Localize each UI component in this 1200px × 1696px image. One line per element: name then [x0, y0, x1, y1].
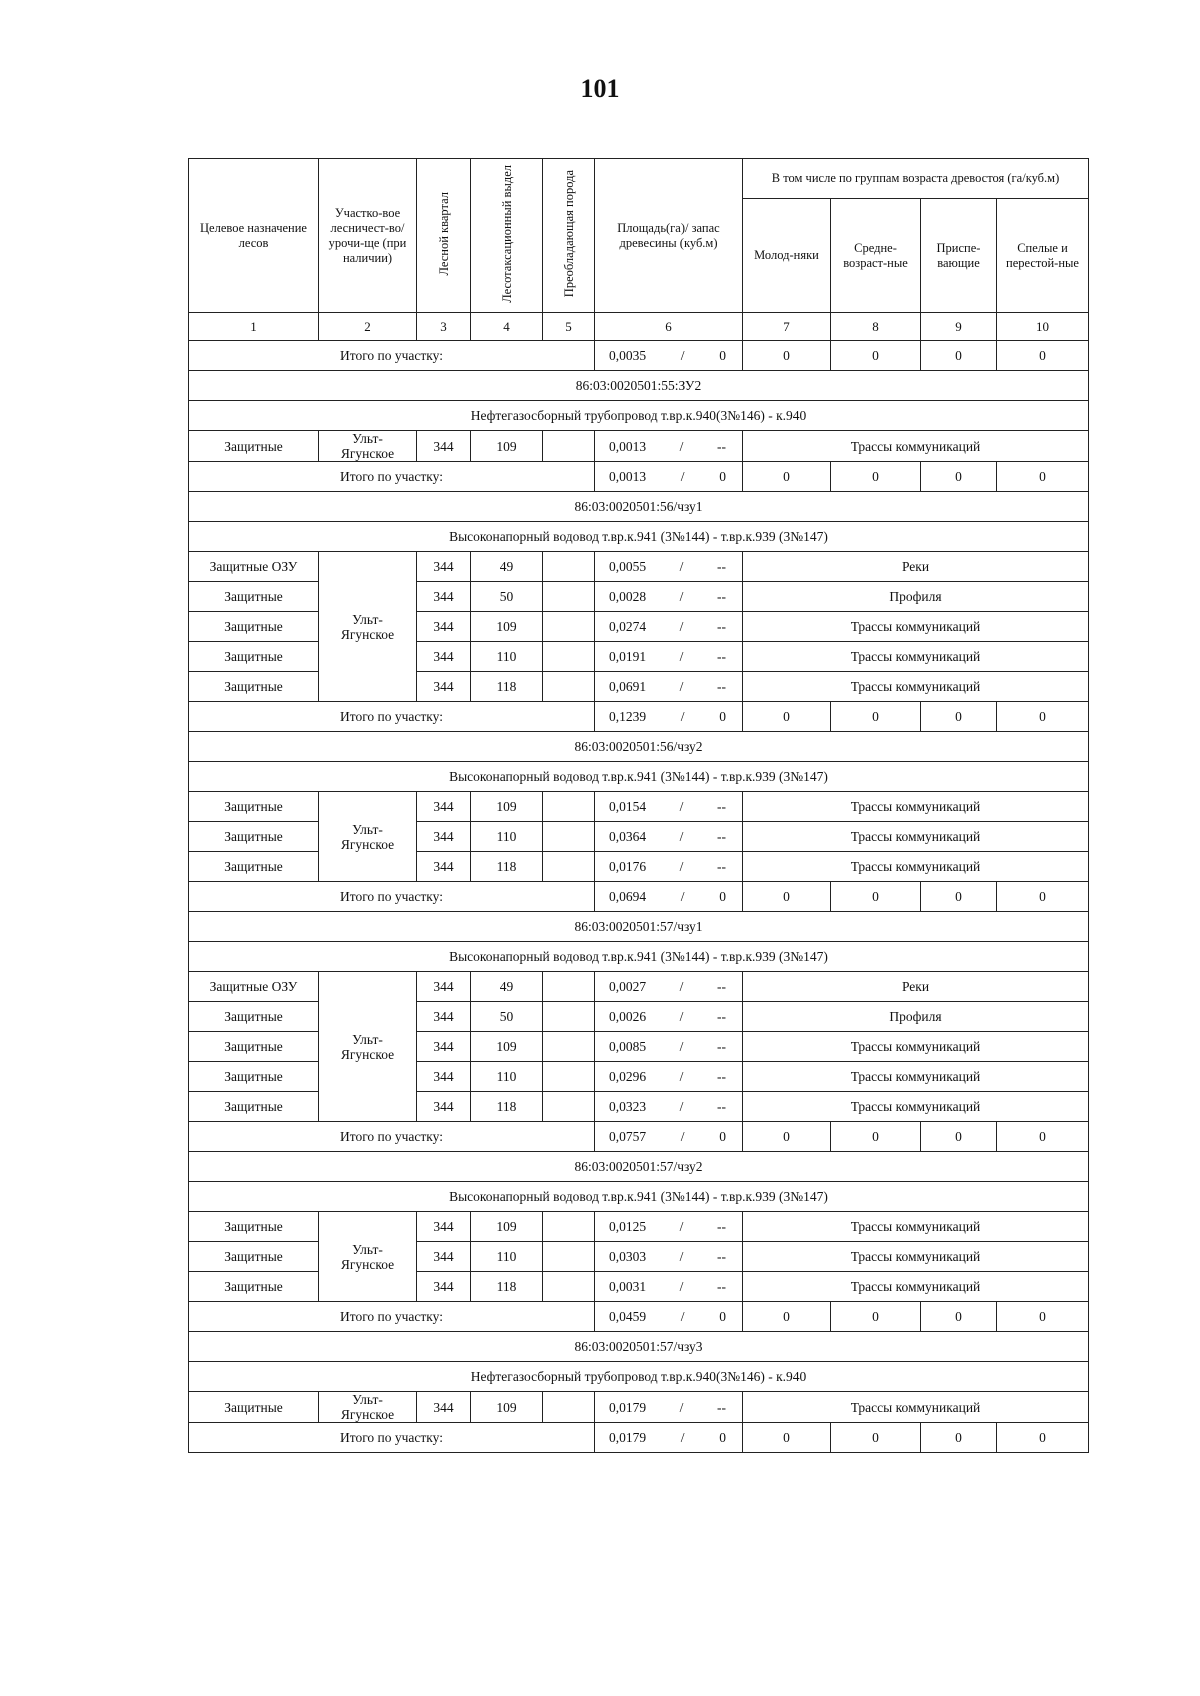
stock-dash: --: [716, 589, 726, 604]
purpose: Защитные: [189, 431, 319, 462]
total-area-cell: [595, 1423, 743, 1453]
total-maturing: 0: [921, 1423, 997, 1453]
row-area-cell: [595, 852, 743, 882]
slash: /: [679, 1039, 684, 1054]
row-area: 0,0303: [609, 1249, 647, 1264]
total-row: [189, 882, 1089, 912]
row-area: 0,0176: [609, 859, 647, 874]
land-category: Трассы коммуникаций: [743, 1272, 1089, 1302]
land-category: Трассы коммуникаций: [743, 1392, 1089, 1423]
col-number: 9: [921, 313, 997, 341]
total-middle: 0: [831, 702, 921, 732]
slash: /: [680, 1129, 685, 1144]
land-category: Трассы коммуникаций: [743, 1212, 1089, 1242]
total-area-cell: [595, 1302, 743, 1332]
allotment: 118: [471, 1092, 543, 1122]
slash: /: [679, 1399, 684, 1415]
table-row: [189, 972, 1089, 1002]
quarter: 344: [417, 1002, 471, 1032]
quarter: 344: [417, 1092, 471, 1122]
land-category: Трассы коммуникаций: [743, 672, 1089, 702]
stock-dash: --: [716, 1039, 726, 1054]
total-row: [189, 1302, 1089, 1332]
species: [543, 1062, 595, 1092]
row-area: 0,0013: [609, 438, 647, 454]
section-object-row: [189, 401, 1089, 431]
total-middle: 0: [831, 1302, 921, 1332]
total-area-cell: [595, 882, 743, 912]
row-area-cell: [595, 642, 743, 672]
col-number: 7: [743, 313, 831, 341]
total-middle: 0: [831, 341, 921, 371]
quarter: 344: [417, 1062, 471, 1092]
total-stock: 0: [719, 1309, 726, 1324]
quarter: 344: [417, 852, 471, 882]
section-object-row: [189, 942, 1089, 972]
stock-dash: --: [716, 1399, 726, 1415]
total-stock: 0: [719, 1129, 726, 1144]
stock-dash: --: [716, 438, 726, 454]
quarter: 344: [417, 822, 471, 852]
purpose: Защитные: [189, 1272, 319, 1302]
stock-dash: --: [716, 1219, 726, 1234]
land-category: Трассы коммуникаций: [743, 1242, 1089, 1272]
slash: /: [680, 1309, 685, 1324]
header-age-groups: В том числе по группам возраста древостоя (га/куб.м): [743, 159, 1089, 199]
quarter: 344: [417, 1392, 471, 1423]
column-number-row: [189, 313, 1089, 341]
stock-dash: --: [716, 1069, 726, 1084]
purpose: Защитные: [189, 1392, 319, 1423]
header-area: Площадь(га)/ запас древесины (куб.м): [595, 159, 743, 313]
table-row: [189, 792, 1089, 822]
header-allotment-cell: [471, 159, 543, 313]
slash: /: [679, 859, 684, 874]
row-area: 0,0296: [609, 1069, 647, 1084]
species: [543, 1242, 595, 1272]
purpose: Защитные: [189, 1212, 319, 1242]
quarter: 344: [417, 431, 471, 462]
total-maturing: 0: [921, 702, 997, 732]
total-young: 0: [743, 1122, 831, 1152]
section-object: Высоконапорный водовод т.вр.к.941 (3№144) - т.вр.к.939 (3№147): [189, 942, 1089, 972]
row-area-cell: [595, 1062, 743, 1092]
total-stock: 0: [719, 1430, 726, 1445]
row-area-cell: [595, 552, 743, 582]
col-number: 3: [417, 313, 471, 341]
quarter: 344: [417, 582, 471, 612]
purpose: Защитные: [189, 582, 319, 612]
section-code: 86:03:0020501:56/чзу2: [189, 732, 1089, 762]
slash: /: [680, 469, 685, 484]
total-young: 0: [743, 702, 831, 732]
slash: /: [679, 559, 684, 574]
row-area-cell: [595, 612, 743, 642]
section-code-row: [189, 371, 1089, 401]
slash: /: [680, 709, 685, 724]
allotment: 109: [471, 431, 543, 462]
forestry: Ульт-Ягунское: [319, 972, 417, 1122]
header-species-cell: [543, 159, 595, 313]
section-object: Нефтегазосборный трубопровод т.вр.к.940(3№146) - к.940: [189, 1362, 1089, 1392]
allotment: 109: [471, 612, 543, 642]
total-mature: 0: [997, 882, 1089, 912]
total-maturing: 0: [921, 882, 997, 912]
allotment: 118: [471, 1272, 543, 1302]
col-number: 10: [997, 313, 1089, 341]
forestry: Ульт-Ягунское: [319, 431, 417, 462]
row-area-cell: [595, 1092, 743, 1122]
species: [543, 852, 595, 882]
section-code-row: [189, 732, 1089, 762]
total-middle: 0: [831, 882, 921, 912]
purpose: Защитные ОЗУ: [189, 972, 319, 1002]
section-code: 86:03:0020501:57/чзу3: [189, 1332, 1089, 1362]
total-area-cell: [595, 1122, 743, 1152]
forestry: Ульт-Ягунское: [319, 1212, 417, 1302]
row-area-cell: [595, 1032, 743, 1062]
slash: /: [679, 589, 684, 604]
total-label: Итого по участку:: [189, 462, 595, 492]
total-area: 0,0035: [609, 348, 647, 363]
row-area: 0,0154: [609, 799, 647, 814]
total-area-cell: [595, 462, 743, 492]
total-row: [189, 702, 1089, 732]
total-young: 0: [743, 882, 831, 912]
slash: /: [679, 1279, 684, 1294]
section-code-row: [189, 1152, 1089, 1182]
col-number: 4: [471, 313, 543, 341]
land-category: Трассы коммуникаций: [743, 431, 1089, 462]
row-area: 0,0691: [609, 679, 647, 694]
quarter: 344: [417, 1212, 471, 1242]
total-mature: 0: [997, 341, 1089, 371]
section-code-row: [189, 912, 1089, 942]
stock-dash: --: [716, 1249, 726, 1264]
col-number: 1: [189, 313, 319, 341]
land-category: Трассы коммуникаций: [743, 792, 1089, 822]
slash: /: [679, 1219, 684, 1234]
land-category: Трассы коммуникаций: [743, 642, 1089, 672]
total-maturing: 0: [921, 462, 997, 492]
species: [543, 972, 595, 1002]
header-forestry: Участко-вое лесничест-во/урочи-ще (при наличии): [319, 159, 417, 313]
total-area: 0,0459: [609, 1309, 647, 1324]
total-row: [189, 1423, 1089, 1453]
total-middle: 0: [831, 1122, 921, 1152]
table-row: [189, 1212, 1089, 1242]
total-stock: 0: [719, 348, 726, 363]
row-area: 0,0027: [609, 979, 647, 994]
allotment: 110: [471, 1062, 543, 1092]
land-category: Реки: [743, 552, 1089, 582]
total-young: 0: [743, 1302, 831, 1332]
allotment: 49: [471, 972, 543, 1002]
row-area-cell: [595, 582, 743, 612]
header-quarter: Лесной квартал: [436, 192, 451, 276]
quarter: 344: [417, 792, 471, 822]
header-row-1: [189, 159, 1089, 199]
total-label: Итого по участку:: [189, 1122, 595, 1152]
species: [543, 1032, 595, 1062]
total-row: [189, 341, 1089, 371]
land-category: Трассы коммуникаций: [743, 612, 1089, 642]
total-row: [189, 462, 1089, 492]
total-label: Итого по участку:: [189, 341, 595, 371]
purpose: Защитные: [189, 822, 319, 852]
species: [543, 672, 595, 702]
stock-dash: --: [716, 619, 726, 634]
land-category: Трассы коммуникаций: [743, 1062, 1089, 1092]
total-mature: 0: [997, 1122, 1089, 1152]
purpose: Защитные: [189, 1092, 319, 1122]
species: [543, 822, 595, 852]
total-label: Итого по участку:: [189, 702, 595, 732]
col-number: 8: [831, 313, 921, 341]
slash: /: [680, 1430, 685, 1445]
row-area-cell: [595, 1242, 743, 1272]
section-code: 86:03:0020501:55:ЗУ2: [189, 371, 1089, 401]
allotment: 118: [471, 852, 543, 882]
slash: /: [679, 679, 684, 694]
header-middle: Средне-возраст-ные: [831, 199, 921, 313]
slash: /: [679, 799, 684, 814]
species: [543, 552, 595, 582]
row-area-cell: [595, 1272, 743, 1302]
purpose: Защитные ОЗУ: [189, 552, 319, 582]
col-number: 2: [319, 313, 417, 341]
quarter: 344: [417, 552, 471, 582]
quarter: 344: [417, 1242, 471, 1272]
col-number: 6: [595, 313, 743, 341]
quarter: 344: [417, 612, 471, 642]
row-area-cell: [595, 972, 743, 1002]
row-area-cell: [595, 1002, 743, 1032]
total-maturing: 0: [921, 1122, 997, 1152]
total-young: 0: [743, 1423, 831, 1453]
forest-plot-table: [188, 158, 1089, 1453]
stock-dash: --: [716, 829, 726, 844]
forestry: Ульт-Ягунское: [319, 792, 417, 882]
stock-dash: --: [716, 979, 726, 994]
section-code-row: [189, 492, 1089, 522]
section-object: Высоконапорный водовод т.вр.к.941 (3№144) - т.вр.к.939 (3№147): [189, 522, 1089, 552]
slash: /: [679, 1009, 684, 1024]
stock-dash: --: [716, 1099, 726, 1114]
slash: /: [679, 1249, 684, 1264]
stock-dash: --: [716, 559, 726, 574]
section-object: Высоконапорный водовод т.вр.к.941 (3№144) - т.вр.к.939 (3№147): [189, 762, 1089, 792]
row-area: 0,0125: [609, 1219, 647, 1234]
purpose: Защитные: [189, 852, 319, 882]
slash: /: [679, 1069, 684, 1084]
allotment: 109: [471, 1392, 543, 1423]
row-area: 0,0191: [609, 649, 647, 664]
forestry: Ульт-Ягунское: [319, 1392, 417, 1423]
quarter: 344: [417, 1032, 471, 1062]
purpose: Защитные: [189, 792, 319, 822]
section-code-row: [189, 1332, 1089, 1362]
stock-dash: --: [716, 799, 726, 814]
slash: /: [679, 1099, 684, 1114]
row-area-cell: [595, 1212, 743, 1242]
slash: /: [680, 889, 685, 904]
allotment: 110: [471, 642, 543, 672]
land-category: Реки: [743, 972, 1089, 1002]
allotment: 109: [471, 1212, 543, 1242]
total-stock: 0: [719, 709, 726, 724]
row-area-cell: [595, 822, 743, 852]
slash: /: [680, 348, 685, 363]
species: [543, 582, 595, 612]
table-row: [189, 552, 1089, 582]
allotment: 109: [471, 1032, 543, 1062]
header-maturing: Приспе-вающие: [921, 199, 997, 313]
allotment: 49: [471, 552, 543, 582]
allotment: 110: [471, 822, 543, 852]
species: [543, 612, 595, 642]
header-allotment: Лесотаксационный выдел: [499, 165, 514, 303]
total-stock: 0: [719, 469, 726, 484]
section-code: 86:03:0020501:56/чзу1: [189, 492, 1089, 522]
row-area: 0,0364: [609, 829, 647, 844]
total-mature: 0: [997, 1302, 1089, 1332]
stock-dash: --: [716, 859, 726, 874]
allotment: 110: [471, 1242, 543, 1272]
section-code: 86:03:0020501:57/чзу2: [189, 1152, 1089, 1182]
stock-dash: --: [716, 1009, 726, 1024]
header-mature: Спелые и перестой-ные: [997, 199, 1089, 313]
quarter: 344: [417, 672, 471, 702]
land-category: Профиля: [743, 582, 1089, 612]
total-area: 0,0013: [609, 469, 647, 484]
land-category: Трассы коммуникаций: [743, 822, 1089, 852]
slash: /: [679, 829, 684, 844]
row-area-cell: [595, 1392, 743, 1423]
page-number: 101: [580, 74, 620, 103]
stock-dash: --: [716, 679, 726, 694]
species: [543, 1002, 595, 1032]
total-row: [189, 1122, 1089, 1152]
header-young: Молод-няки: [743, 199, 831, 313]
total-mature: 0: [997, 702, 1089, 732]
total-area: 0,0179: [609, 1430, 647, 1445]
species: [543, 1092, 595, 1122]
total-area: 0,1239: [609, 709, 647, 724]
land-category: Трассы коммуникаций: [743, 1092, 1089, 1122]
header-quarter-cell: [417, 159, 471, 313]
col-number: 5: [543, 313, 595, 341]
stock-dash: --: [716, 1279, 726, 1294]
slash: /: [679, 979, 684, 994]
header-purpose: Целевое назначение лесов: [189, 159, 319, 313]
stock-dash: --: [716, 649, 726, 664]
row-area-cell: [595, 672, 743, 702]
species: [543, 1272, 595, 1302]
species: [543, 1212, 595, 1242]
row-area: 0,0179: [609, 1399, 647, 1415]
row-area: 0,0028: [609, 589, 647, 604]
total-label: Итого по участку:: [189, 882, 595, 912]
land-category: Трассы коммуникаций: [743, 1032, 1089, 1062]
row-area: 0,0031: [609, 1279, 647, 1294]
section-object-row: [189, 1182, 1089, 1212]
purpose: Защитные: [189, 1062, 319, 1092]
total-mature: 0: [997, 1423, 1089, 1453]
quarter: 344: [417, 972, 471, 1002]
total-area-cell: [595, 702, 743, 732]
purpose: Защитные: [189, 1242, 319, 1272]
section-code: 86:03:0020501:57/чзу1: [189, 912, 1089, 942]
slash: /: [679, 649, 684, 664]
table-row: [189, 1392, 1089, 1423]
total-young: 0: [743, 462, 831, 492]
total-middle: 0: [831, 462, 921, 492]
total-area-cell: [595, 341, 743, 371]
species: [543, 642, 595, 672]
allotment: 50: [471, 582, 543, 612]
slash: /: [679, 438, 684, 454]
total-young: 0: [743, 341, 831, 371]
section-object: Нефтегазосборный трубопровод т.вр.к.940(3№146) - к.940: [189, 401, 1089, 431]
row-area: 0,0274: [609, 619, 647, 634]
table-row: [189, 431, 1089, 462]
section-object-row: [189, 522, 1089, 552]
purpose: Защитные: [189, 612, 319, 642]
allotment: 50: [471, 1002, 543, 1032]
allotment: 109: [471, 792, 543, 822]
total-maturing: 0: [921, 341, 997, 371]
land-category: Трассы коммуникаций: [743, 852, 1089, 882]
section-object: Высоконапорный водовод т.вр.к.941 (3№144) - т.вр.к.939 (3№147): [189, 1182, 1089, 1212]
purpose: Защитные: [189, 1002, 319, 1032]
slash: /: [679, 619, 684, 634]
allotment: 118: [471, 672, 543, 702]
row-area: 0,0085: [609, 1039, 647, 1054]
section-object-row: [189, 1362, 1089, 1392]
row-area: 0,0323: [609, 1099, 647, 1114]
quarter: 344: [417, 642, 471, 672]
total-maturing: 0: [921, 1302, 997, 1332]
total-label: Итого по участку:: [189, 1423, 595, 1453]
land-category: Профиля: [743, 1002, 1089, 1032]
species: [543, 1392, 595, 1423]
total-mature: 0: [997, 462, 1089, 492]
quarter: 344: [417, 1272, 471, 1302]
species: [543, 792, 595, 822]
species: [543, 431, 595, 462]
row-area: 0,0026: [609, 1009, 647, 1024]
row-area-cell: [595, 431, 743, 462]
total-middle: 0: [831, 1423, 921, 1453]
purpose: Защитные: [189, 642, 319, 672]
total-stock: 0: [719, 889, 726, 904]
section-object-row: [189, 762, 1089, 792]
row-area-cell: [595, 792, 743, 822]
forestry: Ульт-Ягунское: [319, 552, 417, 702]
total-area: 0,0694: [609, 889, 647, 904]
row-area: 0,0055: [609, 559, 647, 574]
purpose: Защитные: [189, 1032, 319, 1062]
total-area: 0,0757: [609, 1129, 647, 1144]
purpose: Защитные: [189, 672, 319, 702]
total-label: Итого по участку:: [189, 1302, 595, 1332]
header-species: Преобладающая порода: [561, 170, 576, 298]
